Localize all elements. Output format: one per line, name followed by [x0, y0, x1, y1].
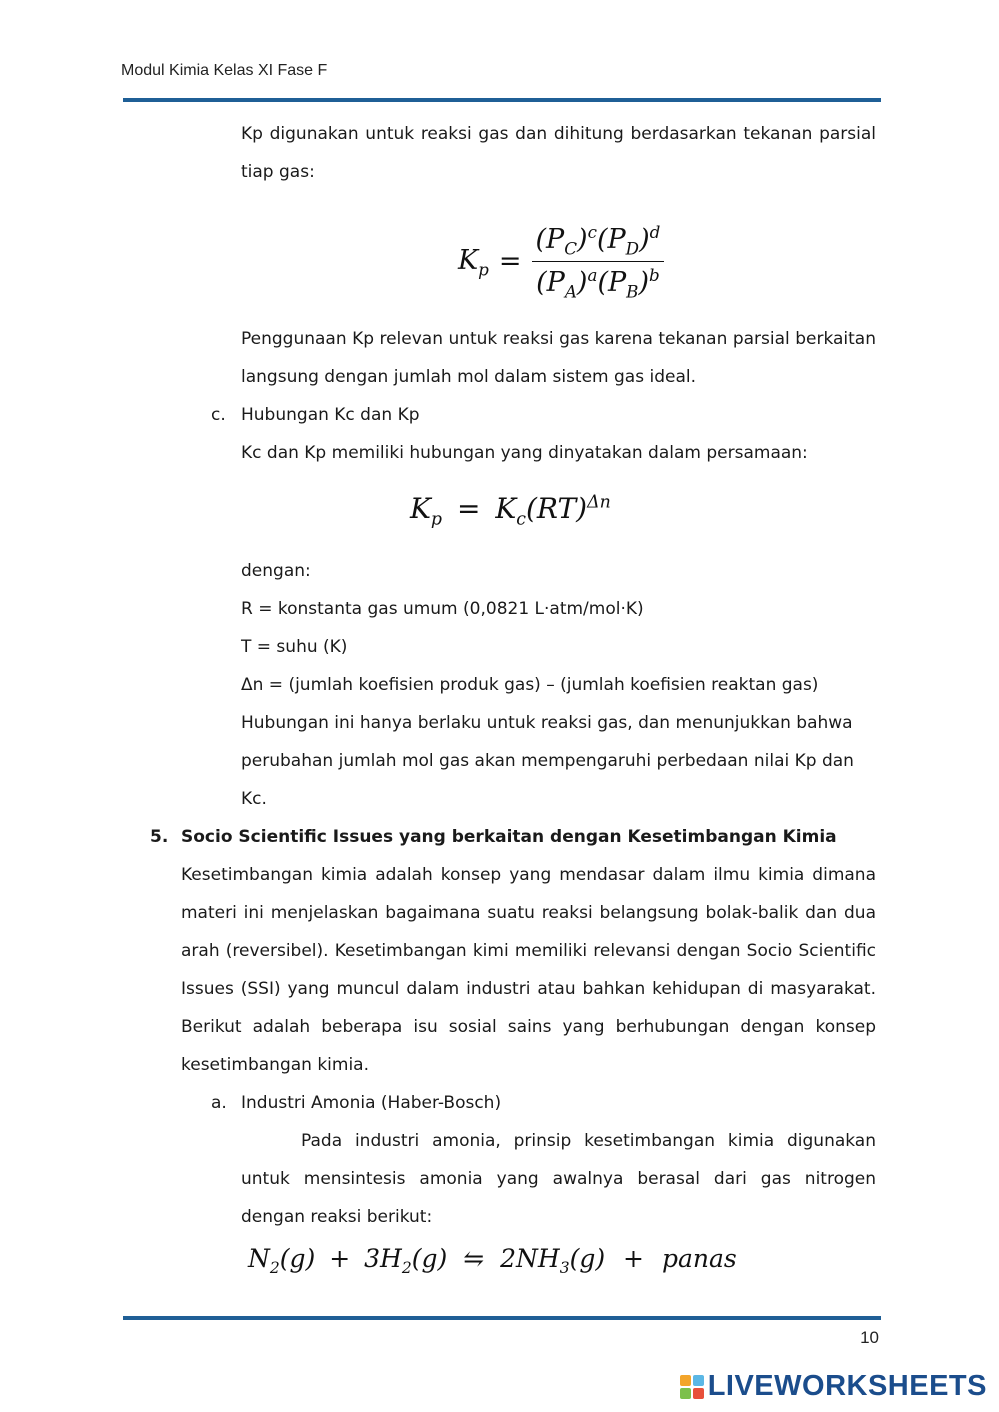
relation-note-line-1: Hubungan ini hanya berlaku untuk reaksi gas, dan menunjukkan bahwa — [241, 713, 853, 733]
kp-kc-formula: $K_p = K_c(RT)^{\Delta n}$ — [410, 492, 611, 530]
relation-note-line-2: perubahan jumlah mol gas akan mempengaruhi perbedaan nilai Kp dan — [241, 751, 854, 771]
ammonia-heading: Industri Amonia (Haber-Bosch) — [241, 1093, 502, 1113]
kp-relevance-paragraph: Penggunaan Kp relevan untuk reaksi gas karena tekanan parsial berkaitan langsung dengan jumlah mol dalam sistem gas ideal. — [241, 329, 876, 387]
header-rule — [123, 98, 881, 102]
kp-formula-lhs: $K_p$ — [458, 244, 489, 280]
kp-formula: $K_p$ = $\frac{(P_C)^c(P_D)^d}{(P_A)^a(P_B)^b}$ — [458, 222, 664, 302]
liveworksheets-text: LIVEWORKSHEETS — [707, 1370, 987, 1402]
list-marker-c: c. — [211, 405, 226, 425]
equilibrium-arrow: ⇋ — [463, 1244, 485, 1273]
def-t: T = suhu (K) — [241, 637, 348, 657]
liveworksheets-watermark — [680, 1370, 987, 1403]
ssi-body-paragraph: Kesetimbangan kimia adalah konsep yang mendasar dalam ilmu kimia dimana materi ini menjelaskan bagaimana suatu reaksi belangsung bolak-balik dan dua arah (reversibel). Kesetimbangan kimi memiliki relevansi dengan Socio Scientific Issues (SSI) yang muncul dalam industri atau bahkan kehidupan di masyarakat. Berikut adalah beberapa isu sosial sains yang berhubungan dengan konsep kesetimbangan kimia. — [181, 865, 876, 1075]
list-marker-a: a. — [211, 1093, 227, 1113]
def-delta-n: Δn = (jumlah koefisien produk gas) – (jumlah koefisien reaktan gas) — [241, 675, 819, 695]
relation-note-line-3: Kc. — [241, 789, 267, 809]
footer-rule — [123, 1316, 881, 1320]
with-label: dengan: — [241, 561, 311, 581]
kp-formula-denominator: $(P_A)^a(P_B)^b$ — [536, 265, 660, 302]
page-number: 10 — [860, 1328, 879, 1347]
haber-reaction-equation: $N_2(g) + 3H_2(g)$ ⇋ $2NH_3(g)$ + panas — [248, 1244, 737, 1277]
section-number-5: 5. — [150, 827, 169, 847]
kp-formula-numerator: $(P_C)^c(P_D)^d$ — [532, 222, 665, 262]
kp-intro-paragraph: Kp digunakan untuk reaksi gas dan dihitung berdasarkan tekanan parsial tiap gas: — [241, 124, 876, 182]
relation-heading: Hubungan Kc dan Kp — [241, 405, 420, 425]
relation-intro: Kc dan Kp memiliki hubungan yang dinyatakan dalam persamaan: — [241, 443, 808, 463]
ammonia-body-paragraph: Pada industri amonia, prinsip kesetimbangan kimia digunakan untuk mensintesis amonia yang awalnya berasal dari gas nitrogen dengan reaksi berikut: — [241, 1131, 876, 1227]
def-r: R = konstanta gas umum (0,0821 L·atm/mol·K) — [241, 599, 644, 619]
ssi-heading: Socio Scientific Issues yang berkaitan dengan Kesetimbangan Kimia — [181, 827, 837, 847]
liveworksheets-logo-icon — [680, 1375, 704, 1399]
header-title: Modul Kimia Kelas XI Fase F — [121, 62, 328, 79]
